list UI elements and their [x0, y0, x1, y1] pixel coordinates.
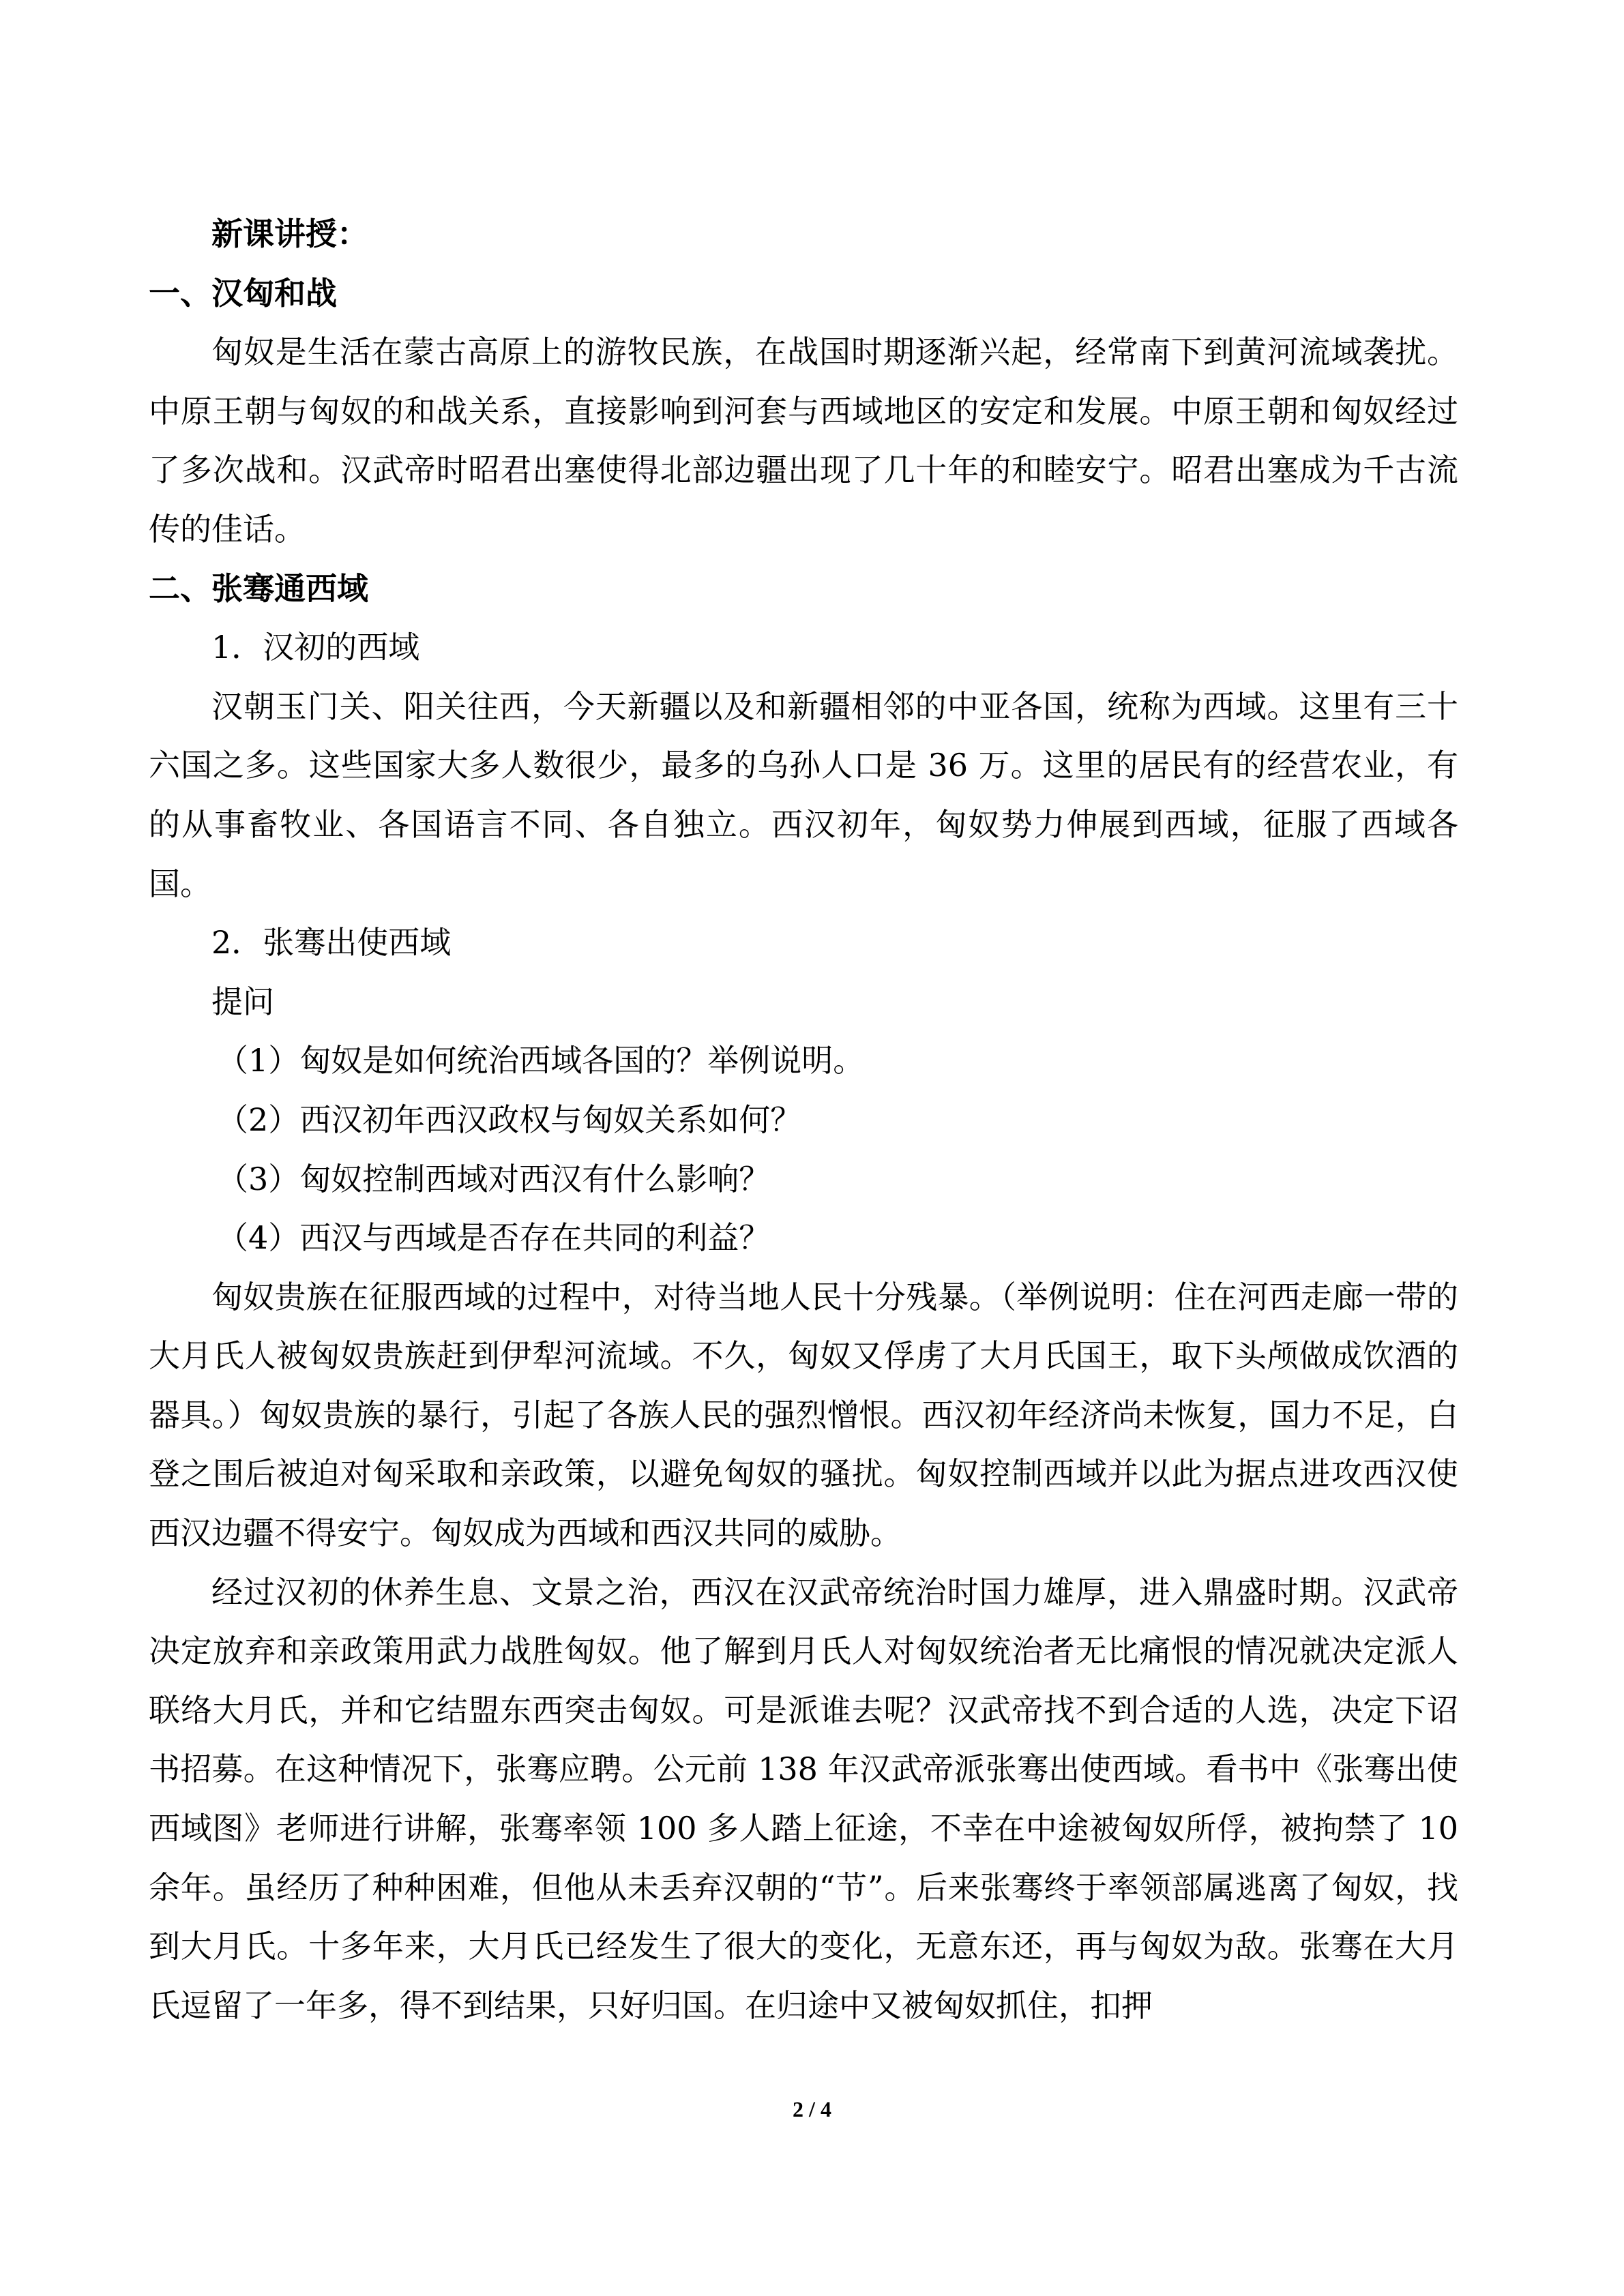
page-number: 2 / 4 [793, 2097, 831, 2121]
paragraph-xiongnu-rule: 匈奴贵族在征服西域的过程中，对待当地人民十分残暴。（举例说明：住在河西走廊一带的大月氏人被匈奴贵族赶到伊犁河流域。不久，匈奴又俘虏了大月氏国王，取下头颅做成饮酒的器具。）匈奴贵族的暴行，引起了各族人民的强烈憎恨。西汉初年经济尚未恢复，国力不足，白登之围后被迫对匈采取和亲政策，以避免匈奴的骚扰。匈奴控制西域并以此为据点进攻西汉使西汉边疆不得安宁。匈奴成为西域和西汉共同的威胁。 [149, 1278, 1458, 1552]
paragraph-xiongnu: 匈奴是生活在蒙古高原上的游牧民族，在战国时期逐渐兴起，经常南下到黄河流域袭扰。中原王朝与匈奴的和战关系，直接影响到河套与西域地区的安定和发展。中原王朝和匈奴经过了多次战和。汉武帝时昭君出塞使得北部边疆出现了几十年的和睦安宁。昭君出塞成为千古流传的佳话。 [149, 333, 1458, 548]
question-item: （3）匈奴控制西域对西汉有什么影响？ [217, 1160, 771, 1197]
question-item: （2）西汉初年西汉政权与匈奴关系如何？ [217, 1101, 802, 1138]
question-item: （1）匈奴是如何统治西域各国的？举例说明。 [217, 1042, 865, 1079]
paragraph-western-regions: 汉朝玉门关、阳关往西，今天新疆以及和新疆相邻的中亚各国，统称为西域。这里有三十六国之多。这些国家大多人数很少，最多的乌孙人口是 36 万。这里的居民有的经营农业，有的从事畜牧业、各国语言不同、各自独立。西汉初年，匈奴势力伸展到西域，征服了西域各国。 [149, 687, 1458, 902]
paragraph-zhang-qian: 经过汉初的休养生息、文景之治，西汉在汉武帝统治时国力雄厚，进入鼎盛时期。汉武帝决定放弃和亲政策用武力战胜匈奴。他了解到月氏人对匈奴统治者无比痛恨的情况就决定派人联络大月氏，并和它结盟东西突击匈奴。可是派谁去呢？汉武帝找不到合适的人选，决定下诏书招募。在这种情况下，张骞应聘。公元前 138 年汉武帝派张骞出使西域。看书中《张骞出使西域图》老师进行讲解，张骞率领 100 多人踏上征途，不幸在中途被匈奴所俘，被拘禁了 10 余年。虽经历了种种困难，但他从未丢弃汉朝的“节”。后来张骞终于率领部属逃离了匈奴，找到大月氏。十多年来，大月氏已经发生了很大的变化，无意东还，再与匈奴为敌。张骞在大月氏逗留了一年多，得不到结果，只好归国。在归途中又被匈奴抓住，扣押 [149, 1573, 1458, 2024]
question-item: （4）西汉与西域是否存在共同的利益？ [217, 1219, 771, 1257]
section-heading-1: 一、汉匈和战 [149, 274, 337, 312]
page-content [149, 205, 1458, 2035]
section-heading-2: 二、张骞通西域 [149, 569, 368, 607]
subheading-early-han-western-regions: 1．汉初的西域 [211, 629, 420, 666]
question-label: 提问 [211, 983, 274, 1020]
lesson-label: 新课讲授： [211, 215, 368, 252]
subheading-zhang-qian-mission: 2．张骞出使西域 [211, 924, 452, 961]
